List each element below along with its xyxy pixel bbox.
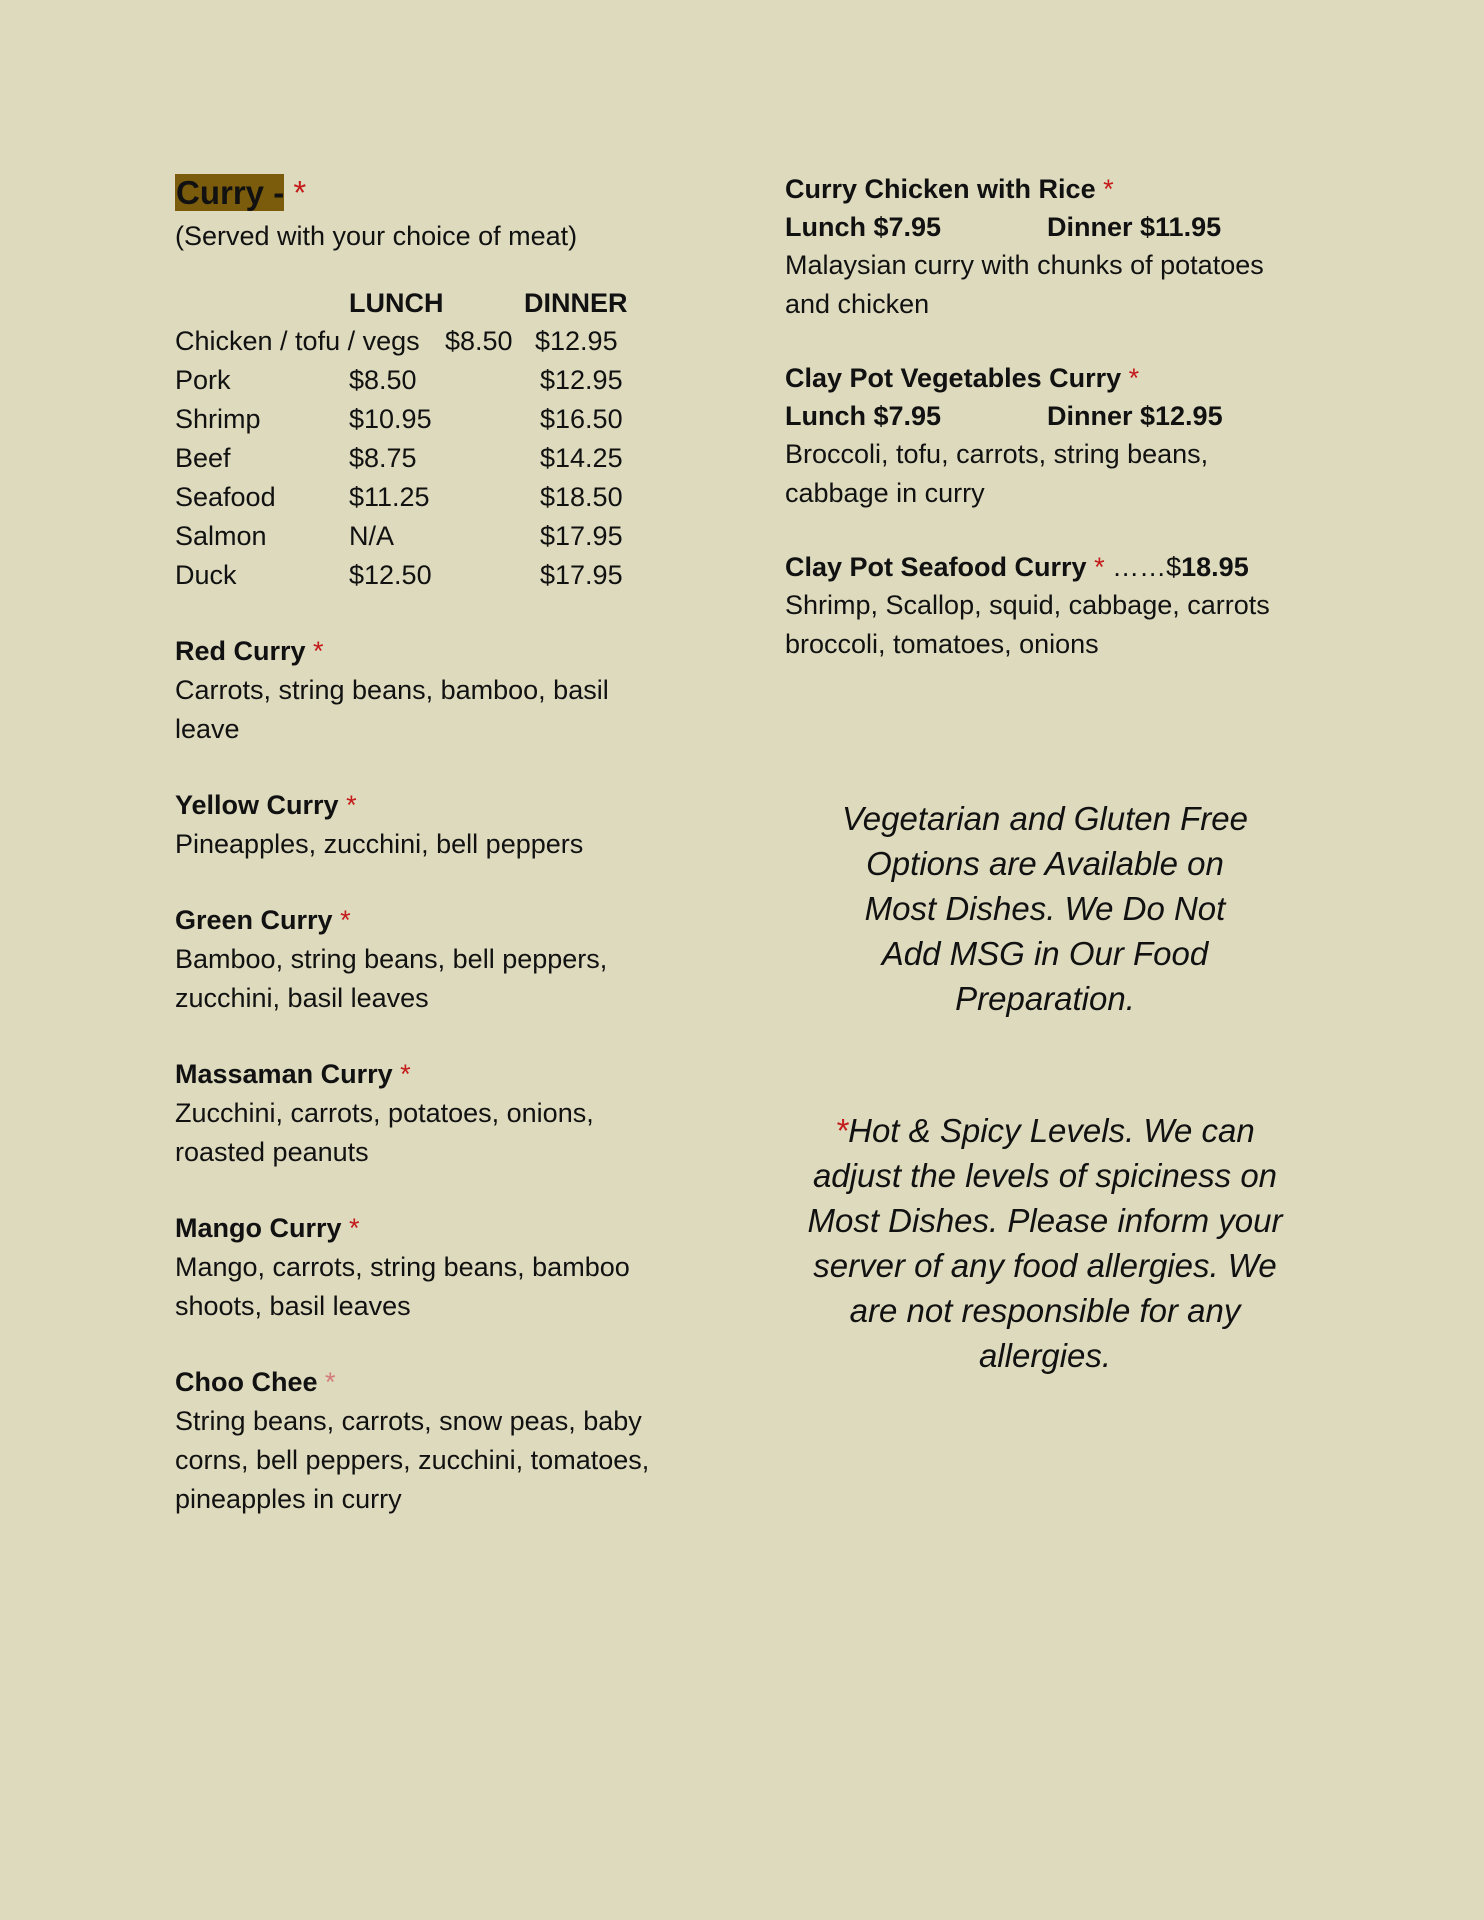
price-row	[175, 478, 715, 517]
spicy-star: *	[1094, 552, 1105, 582]
menu-item-red-curry	[175, 631, 715, 749]
spicy-star: *	[346, 790, 357, 820]
meat-name: Seafood	[175, 482, 276, 512]
item-prices	[785, 208, 1325, 246]
menu-item-choo-chee	[175, 1362, 715, 1519]
dinner-header: DINNER	[524, 288, 628, 318]
meat-name: Duck	[175, 560, 237, 590]
dinner-price: $16.50	[540, 404, 623, 434]
note-line: adjust the levels of spiciness on	[812, 1157, 1278, 1194]
spicy-star: *	[1128, 363, 1140, 393]
item-price: 18.95	[1181, 552, 1249, 582]
lunch-header: LUNCH	[349, 288, 444, 318]
note-line	[785, 1108, 1305, 1153]
dinner-price: $18.50	[540, 482, 623, 512]
lunch-price: N/A	[349, 521, 395, 551]
meat-name: Beef	[175, 443, 231, 473]
lunch-price: $11.25	[349, 482, 430, 512]
dinner-price: Dinner $12.95	[1047, 401, 1223, 431]
item-desc-line: Malaysian curry with chunks of potatoes	[785, 250, 1264, 280]
spicy-star: *	[835, 1112, 849, 1149]
meat-name: Shrimp	[175, 404, 261, 434]
item-desc-line: Carrots, string beans, bamboo, basil	[175, 675, 609, 705]
item-name: Yellow Curry	[175, 790, 339, 820]
spicy-star: *	[400, 1059, 411, 1089]
dinner-price: $17.95	[540, 521, 623, 551]
curry-column	[175, 170, 715, 1519]
menu-item-clay-pot-seafood	[785, 548, 1325, 664]
lunch-price: $8.50	[445, 326, 513, 356]
spicy-star: *	[293, 174, 307, 211]
menu-item-massaman-curry	[175, 1054, 715, 1172]
note-line: Add MSG in Our Food	[881, 935, 1209, 972]
menu-item-green-curry	[175, 900, 715, 1018]
dinner-price: $14.25	[540, 443, 623, 473]
item-desc-line: shoots, basil leaves	[175, 1291, 411, 1321]
item-name: Red Curry	[175, 636, 306, 666]
item-name: Clay Pot Vegetables Curry	[785, 363, 1122, 393]
spicy-star: *	[349, 1213, 360, 1243]
dinner-price: $12.95	[540, 365, 623, 395]
item-name: Massaman Curry	[175, 1059, 393, 1089]
spicy-star: *	[340, 905, 351, 935]
price-row	[175, 439, 715, 478]
item-name: Mango Curry	[175, 1213, 342, 1243]
note-line: server of any food allergies. We	[813, 1247, 1277, 1284]
item-desc-line: leave	[175, 714, 240, 744]
item-desc-line: Broccoli, tofu, carrots, string beans,	[785, 439, 1209, 469]
item-desc-line: pineapples in curry	[175, 1484, 402, 1514]
item-name: Clay Pot Seafood Curry	[785, 552, 1087, 582]
item-name: Choo Chee	[175, 1367, 318, 1397]
item-desc-line: Mango, carrots, string beans, bamboo	[175, 1252, 630, 1282]
item-desc-line: Pineapples, zucchini, bell peppers	[175, 829, 584, 859]
item-desc-line: Zucchini, carrots, potatoes, onions,	[175, 1098, 594, 1128]
item-desc-line: zucchini, basil leaves	[175, 983, 429, 1013]
dinner-price: $12.95	[535, 326, 618, 356]
item-desc-line: cabbage in curry	[785, 478, 985, 508]
dinner-price: $17.95	[540, 560, 623, 590]
price-dots: ……$	[1112, 552, 1182, 582]
lunch-price: $10.95	[349, 404, 432, 434]
lunch-price: Lunch $7.95	[785, 401, 942, 431]
note-line: Most Dishes. We Do Not	[864, 890, 1226, 927]
item-desc-line: broccoli, tomatoes, onions	[785, 629, 1099, 659]
note-line: are not responsible for any	[849, 1292, 1241, 1329]
dinner-price: Dinner $11.95	[1047, 212, 1222, 242]
menu-item-clay-pot-vegetables	[785, 359, 1325, 513]
menu-item-yellow-curry	[175, 785, 715, 864]
menu-item-curry-chicken-rice	[785, 170, 1325, 324]
price-table	[175, 322, 715, 595]
spicy-star: *	[1103, 174, 1114, 204]
note-line: Vegetarian and Gluten Free	[841, 800, 1249, 837]
meat-name: Pork	[175, 365, 231, 395]
vegetarian-note	[785, 796, 1305, 1021]
item-name: Curry Chicken with Rice	[785, 174, 1096, 204]
lunch-price: $8.75	[349, 443, 417, 473]
item-name: Green Curry	[175, 905, 333, 935]
curry-heading	[175, 170, 715, 216]
note-text: Hot & Spicy Levels. We can	[848, 1112, 1255, 1149]
spicy-note	[785, 1108, 1305, 1378]
price-row	[175, 400, 715, 439]
menu-item-mango-curry	[175, 1208, 715, 1326]
price-row	[175, 556, 715, 595]
lunch-price: Lunch $7.95	[785, 212, 942, 242]
curry-title: Curry -	[176, 174, 285, 211]
price-row	[175, 361, 715, 400]
spicy-star: *	[325, 1367, 336, 1397]
curry-subtitle: (Served with your choice of meat)	[175, 221, 578, 251]
note-line: Most Dishes. Please inform your	[807, 1202, 1283, 1239]
meat-name: Salmon	[175, 521, 267, 551]
item-desc-line: Shrimp, Scallop, squid, cabbage, carrots	[785, 590, 1270, 620]
item-desc-line: corns, bell peppers, zucchini, tomatoes,	[175, 1445, 650, 1475]
price-row	[175, 517, 715, 556]
lunch-price: $12.50	[349, 560, 432, 590]
meat-name: Chicken / tofu / vegs	[175, 326, 420, 356]
note-line: Options are Available on	[866, 845, 1224, 882]
item-desc-line: Bamboo, string beans, bell peppers,	[175, 944, 608, 974]
price-row	[175, 322, 715, 361]
spicy-star: *	[313, 636, 324, 666]
lunch-price: $8.50	[349, 365, 417, 395]
specials-column	[785, 170, 1325, 699]
price-header	[175, 282, 715, 322]
note-line: Preparation.	[955, 980, 1135, 1017]
item-prices	[785, 397, 1325, 435]
item-desc-line: String beans, carrots, snow peas, baby	[175, 1406, 642, 1436]
item-desc-line: and chicken	[785, 289, 930, 319]
item-desc-line: roasted peanuts	[175, 1137, 369, 1167]
note-line: allergies.	[978, 1337, 1112, 1374]
